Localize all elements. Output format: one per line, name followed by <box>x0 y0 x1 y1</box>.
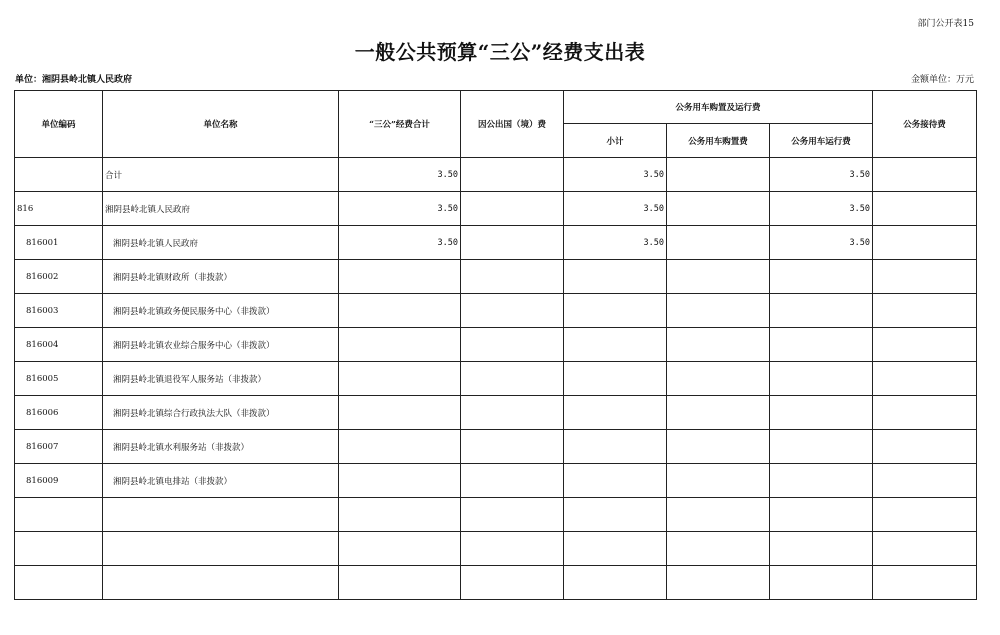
header-vehicle-group: 公务用车购置及运行费 <box>564 91 873 124</box>
cell-subtotal: 3.50 <box>564 226 667 260</box>
cell-name: 合计 <box>103 158 339 192</box>
cell-total <box>339 294 461 328</box>
cell-subtotal <box>564 532 667 566</box>
cell-total <box>339 532 461 566</box>
header-code: 单位编码 <box>15 91 103 158</box>
cell-name: 湘阴县岭北镇综合行政执法大队（非拨款） <box>103 396 339 430</box>
cell-purchase <box>667 192 770 226</box>
cell-code: 816004 <box>15 328 103 362</box>
cell-code: 816001 <box>15 226 103 260</box>
cell-purchase <box>667 566 770 600</box>
cell-abroad <box>461 430 564 464</box>
cell-reception <box>873 158 977 192</box>
table-row <box>15 226 977 260</box>
cell-abroad <box>461 260 564 294</box>
cell-subtotal: 3.50 <box>564 192 667 226</box>
cell-name: 湘阴县岭北镇电排站（非拨款） <box>103 464 339 498</box>
cell-abroad <box>461 566 564 600</box>
cell-total: 3.50 <box>339 158 461 192</box>
cell-purchase <box>667 260 770 294</box>
expense-table <box>14 90 977 600</box>
cell-code: 816006 <box>15 396 103 430</box>
cell-total <box>339 328 461 362</box>
cell-name <box>103 498 339 532</box>
cell-subtotal <box>564 294 667 328</box>
cell-operation <box>770 464 873 498</box>
cell-purchase <box>667 498 770 532</box>
cell-abroad <box>461 158 564 192</box>
cell-reception <box>873 226 977 260</box>
cell-code <box>15 498 103 532</box>
cell-name: 湘阴县岭北镇人民政府 <box>103 192 339 226</box>
cell-subtotal <box>564 328 667 362</box>
cell-abroad <box>461 362 564 396</box>
money-unit-label: 金额单位：万元 <box>910 75 974 85</box>
cell-total <box>339 464 461 498</box>
table-row <box>15 260 977 294</box>
table-row <box>15 294 977 328</box>
cell-code <box>15 158 103 192</box>
cell-subtotal <box>564 566 667 600</box>
cell-total <box>339 566 461 600</box>
table-row <box>15 192 977 226</box>
cell-reception <box>873 464 977 498</box>
cell-purchase <box>667 362 770 396</box>
cell-code: 816 <box>15 192 103 226</box>
cell-code: 816002 <box>15 260 103 294</box>
cell-operation <box>770 566 873 600</box>
cell-total: 3.50 <box>339 192 461 226</box>
cell-operation <box>770 532 873 566</box>
cell-code: 816009 <box>15 464 103 498</box>
cell-subtotal <box>564 260 667 294</box>
cell-operation: 3.50 <box>770 192 873 226</box>
cell-abroad <box>461 532 564 566</box>
cell-code: 816007 <box>15 430 103 464</box>
cell-name: 湘阴县岭北镇政务便民服务中心（非拨款） <box>103 294 339 328</box>
cell-subtotal <box>564 498 667 532</box>
cell-abroad <box>461 396 564 430</box>
header-purchase: 公务用车购置费 <box>667 124 770 158</box>
header-row-1 <box>15 91 977 124</box>
cell-reception <box>873 498 977 532</box>
cell-abroad <box>461 192 564 226</box>
page-number: 部门公开表15 <box>917 19 974 29</box>
cell-subtotal: 3.50 <box>564 158 667 192</box>
header-total: “三公”经费合计 <box>339 91 461 158</box>
header-reception: 公务接待费 <box>873 91 977 158</box>
cell-code <box>15 532 103 566</box>
cell-reception <box>873 532 977 566</box>
cell-name: 湘阴县岭北镇水利服务站（非拨款） <box>103 430 339 464</box>
cell-reception <box>873 328 977 362</box>
cell-reception <box>873 294 977 328</box>
cell-operation <box>770 294 873 328</box>
cell-reception <box>873 362 977 396</box>
cell-operation <box>770 498 873 532</box>
cell-purchase <box>667 532 770 566</box>
table-row <box>15 328 977 362</box>
cell-purchase <box>667 226 770 260</box>
table-row <box>15 158 977 192</box>
cell-name <box>103 566 339 600</box>
cell-operation <box>770 328 873 362</box>
cell-total <box>339 396 461 430</box>
cell-abroad <box>461 294 564 328</box>
table-row <box>15 362 977 396</box>
page-title: 一般公共预算“三公”经费支出表 <box>354 40 646 64</box>
cell-operation <box>770 362 873 396</box>
table-row <box>15 532 977 566</box>
header-name: 单位名称 <box>103 91 339 158</box>
cell-operation <box>770 430 873 464</box>
cell-code: 816003 <box>15 294 103 328</box>
cell-operation <box>770 396 873 430</box>
table-row <box>15 396 977 430</box>
cell-name: 湘阴县岭北镇农业综合服务中心（非拨款） <box>103 328 339 362</box>
cell-purchase <box>667 430 770 464</box>
cell-abroad <box>461 328 564 362</box>
cell-abroad <box>461 498 564 532</box>
cell-name: 湘阴县岭北镇财政所（非拨款） <box>103 260 339 294</box>
cell-subtotal <box>564 362 667 396</box>
table-row <box>15 566 977 600</box>
cell-code: 816005 <box>15 362 103 396</box>
cell-reception <box>873 566 977 600</box>
cell-total <box>339 498 461 532</box>
cell-name: 湘阴县岭北镇退役军人服务站（非拨款） <box>103 362 339 396</box>
unit-label: 单位：湘阴县岭北镇人民政府 <box>15 75 133 85</box>
table-row <box>15 464 977 498</box>
cell-operation <box>770 260 873 294</box>
table-row <box>15 498 977 532</box>
cell-total <box>339 362 461 396</box>
cell-purchase <box>667 328 770 362</box>
cell-code <box>15 566 103 600</box>
cell-operation: 3.50 <box>770 226 873 260</box>
header-subtotal: 小计 <box>564 124 667 158</box>
cell-abroad <box>461 464 564 498</box>
header-operation: 公务用车运行费 <box>770 124 873 158</box>
cell-purchase <box>667 464 770 498</box>
cell-reception <box>873 192 977 226</box>
header-abroad: 因公出国（境）费 <box>461 91 564 158</box>
cell-name <box>103 532 339 566</box>
cell-total <box>339 260 461 294</box>
cell-reception <box>873 430 977 464</box>
cell-purchase <box>667 396 770 430</box>
cell-subtotal <box>564 396 667 430</box>
cell-total: 3.50 <box>339 226 461 260</box>
cell-subtotal <box>564 430 667 464</box>
cell-reception <box>873 260 977 294</box>
cell-name: 湘阴县岭北镇人民政府 <box>103 226 339 260</box>
cell-reception <box>873 396 977 430</box>
cell-purchase <box>667 294 770 328</box>
cell-purchase <box>667 158 770 192</box>
cell-subtotal <box>564 464 667 498</box>
cell-abroad <box>461 226 564 260</box>
table-row <box>15 430 977 464</box>
cell-operation: 3.50 <box>770 158 873 192</box>
cell-total <box>339 430 461 464</box>
